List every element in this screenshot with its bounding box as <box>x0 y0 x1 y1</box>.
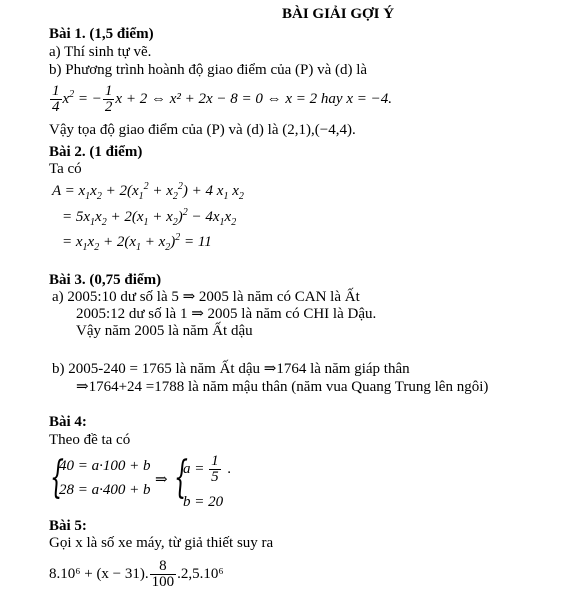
b3-a-line3: Vậy năm 2005 là năm Ất dậu <box>76 323 253 339</box>
b1-part-b: b) Phương trình hoành độ giao điểm của (P) và (d) là <box>49 62 368 78</box>
b5-equation: 8.10⁶ + (x − 31). $\frac{8}{100}$ .2,5.10⁶ <box>49 558 224 591</box>
b5-intro: Gọi x là số xe máy, từ giả thiết suy ra <box>49 535 274 551</box>
b5-heading: Bài 5: <box>49 518 87 534</box>
b2-heading: Bài 2. (1 điểm) <box>49 144 143 160</box>
page-title: BÀI GIẢI GỢI Ý <box>282 6 395 22</box>
b2-eq-line1: $A = x_1x_2 + 2(x_1^2 + x_2^2) + 4$ $x_1$ $x_2$ <box>52 181 244 202</box>
b3-b-line1: b) 2005-240 = 1765 là năm Ất dậu ⇒1764 là năm giáp thân <box>52 361 410 377</box>
b1-conclusion: Vậy tọa độ giao điểm của (P) và (d) là (2,1),(−4,4). <box>49 122 356 138</box>
b3-b-line2: ⇒1764+24 =1788 là năm mậu thân (năm vua Quang Trung lên ngôi) <box>76 379 489 395</box>
left-brace-icon: { <box>50 452 64 503</box>
b3-heading: Bài 3. (0,75 điểm) <box>49 272 162 288</box>
b1-equation: $\frac{1}{4}$ $x^2$ = − $\frac{1}{2}$ x + 2 ⇔ x² + 2x − 8 = 0 ⇔ x = 2 hay x = −4. <box>52 83 392 116</box>
b2-eq-line3: = $x_1x_2 + 2(x_1 + x_2)^2 = 11$ <box>62 232 212 253</box>
b2-eq-line2: = $5x_1x_2 + 2(x_1 + x_2)^2 - 4x_1x_2$ <box>62 207 237 228</box>
b3-a-line2: 2005:12 dư số là 1 ⇒ 2005 là năm có CHI là Dậu. <box>76 306 377 322</box>
b1-part-a: a) Thí sinh tự vẽ. <box>49 44 152 60</box>
b1-heading: Bài 1. (1,5 điểm) <box>49 26 154 42</box>
b4-intro: Theo đề ta có <box>49 432 131 448</box>
b3-a-line1: a) 2005:10 dư số là 5 ⇒ 2005 là năm có CAN là Ất <box>52 289 360 305</box>
b4-heading: Bài 4: <box>49 414 87 430</box>
right-brace-icon: { <box>174 452 188 503</box>
b2-intro: Ta có <box>49 161 82 177</box>
